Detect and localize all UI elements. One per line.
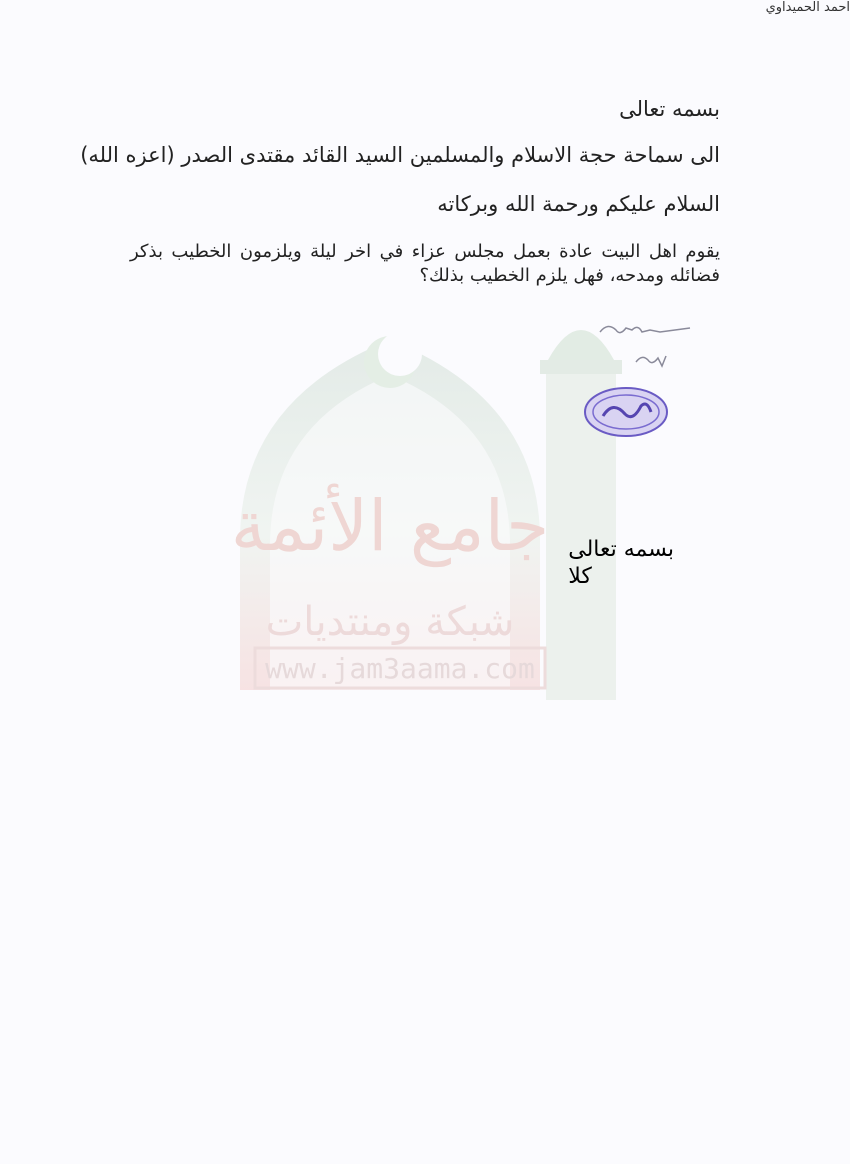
seal-stamp [583, 386, 669, 438]
typed-answer [568, 536, 674, 590]
answer-line-1: بسمه تعالى [568, 537, 674, 562]
letter-question: يقوم اهل البيت عادة بعمل مجلس عزاء في اخر ليلة ويلزمون الخطيب بذكر فضائله ومدحه، فهل يلزم الخطيب بذلك؟ [130, 241, 720, 286]
letter-heading: بسمه تعالى [619, 97, 720, 121]
watermark-title: جامع الأئمة [230, 485, 550, 567]
letter-addressee: الى سماحة حجة الاسلام والمسلمين السيد القائد مقتدى الصدر (اعزه الله) [80, 143, 720, 167]
letter-greeting: السلام عليكم ورحمة الله وبركاته [437, 192, 720, 216]
watermark-subtitle: شبكة ومنتديات [265, 599, 515, 645]
answer-line-2: كلا [568, 564, 592, 589]
watermark-url: www.jam3aama.com [265, 652, 535, 685]
letter-signature: احمد الحميداوي [765, 0, 850, 15]
handwritten-reply [590, 310, 700, 380]
